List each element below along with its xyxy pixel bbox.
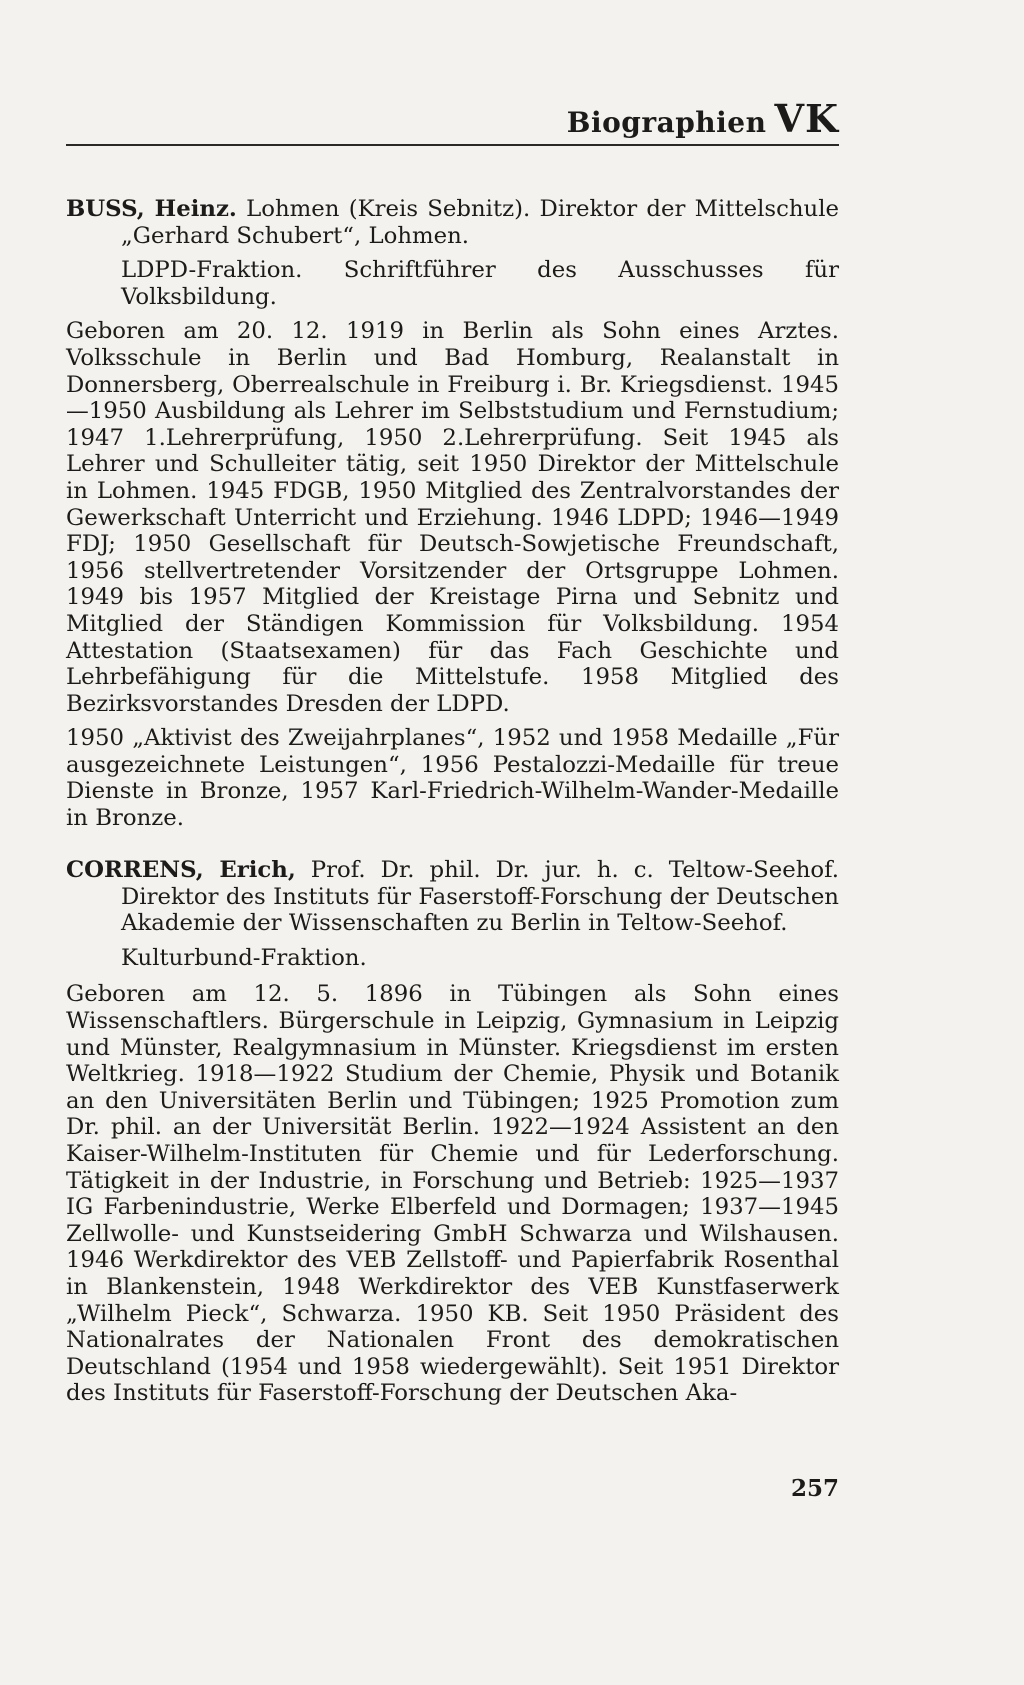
biography-entry: [66, 857, 839, 1407]
entry-biography: Geboren am 20. 12. 1919 in Berlin als Sohn eines Arztes. Volksschule in Berlin und Bad Homburg, Realanstalt in Donnersberg, Oberrealschule in Freiburg i. Br. Kriegsdienst. 1945—1950 Ausbildung als Lehrer im Selbststudium und Fernstudium; 1947 1.Lehrerprüfung, 1950 2.Lehrerprüfung. Seit 1945 als Lehrer und Schulleiter tätig, seit 1950 Direktor der Mittelschule in Lohmen. 1945 FDGB, 1950 Mitglied des Zentralvorstandes der Gewerkschaft Unterricht und Erziehung. 1946 LDPD; 1946—1949 FDJ; 1950 Gesellschaft für Deutsch-Sowjetische Freundschaft, 1956 stellvertretender Vorsitzender der Ortsgruppe Lohmen. 1949 bis 1957 Mitglied der Kreistage Pirna und Sebnitz und Mitglied der Ständigen Kommission für Volksbildung. 1954 Attestation (Staatsexamen) für das Fach Geschichte und Lehrbefähigung für die Mittelstufe. 1958 Mitglied des Bezirksvorstandes Dresden der LDPD.: [66, 318, 839, 717]
entry-faction: LDPD-Fraktion. Schriftführer des Ausschusses für Volksbildung.: [121, 257, 839, 310]
entry-heading: [66, 196, 839, 249]
page-number: 257: [790, 1475, 839, 1502]
entry-name: BUSS, Heinz.: [66, 196, 237, 222]
header-section-code: VK: [774, 96, 839, 141]
entry-faction: Kulturbund-Fraktion.: [121, 944, 367, 971]
entry-heading: [66, 857, 839, 937]
entry-awards: 1950 „Aktivist des Zweijahrplanes“, 1952 und 1958 Medaille „Für ausgezeichnete Leistungen“, 1956 Pestalozzi-Medaille für treue Dienste in Bronze, 1957 Karl-Friedrich-Wilhelm-Wander-Medaille in Bronze.: [66, 725, 839, 832]
document-page: [66, 0, 839, 1685]
header-title: [567, 96, 839, 141]
biography-entry: [66, 196, 839, 832]
entry-biography: Geboren am 12. 5. 1896 in Tübingen als Sohn eines Wissenschaftlers. Bürgerschule in Leipzig, Gymnasium in Leipzig und Münster, Realgymnasium in Münster. Kriegsdienst im ersten Weltkrieg. 1918—1922 Studium der Chemie, Physik und Botanik an den Universitäten Berlin und Tübingen; 1925 Promotion zum Dr. phil. an der Universität Berlin. 1922—1924 Assistent an den Kaiser-Wilhelm-Instituten für Chemie und für Lederforschung. Tätigkeit in der Industrie, in Forschung und Betrieb: 1925—1937 IG Farbenindustrie, Werke Elberfeld und Dormagen; 1937—1945 Zellwolle- und Kunstseidering GmbH Schwarza und Wilshausen. 1946 Werkdirektor des VEB Zellstoff- und Papierfabrik Rosenthal in Blankenstein, 1948 Werkdirektor des VEB Kunstfaserwerk „Wilhelm Pieck“, Schwarza. 1950 KB. Seit 1950 Präsident des Nationalrates der Nationalen Front des demokratischen Deutschland (1954 und 1958 wiedergewählt). Seit 1951 Direktor des Instituts für Faserstoff-Forschung der Deutschen Aka-: [66, 981, 839, 1407]
header-section-name: Biographien: [566, 106, 767, 139]
entry-location-role: Lohmen (Kreis Sebnitz). Direktor der Mittelschule „Gerhard Schubert“, Lohmen.: [121, 196, 839, 249]
entry-name: CORRENS, Erich,: [66, 857, 296, 883]
entry-location-role: Prof. Dr. phil. Dr. jur. h. c. Teltow-Seehof. Direktor des Instituts für Faserstoff-Forschung der Deutschen Akademie der Wissenschaften zu Berlin in Teltow-Seehof.: [121, 857, 839, 937]
running-header: [66, 96, 839, 146]
